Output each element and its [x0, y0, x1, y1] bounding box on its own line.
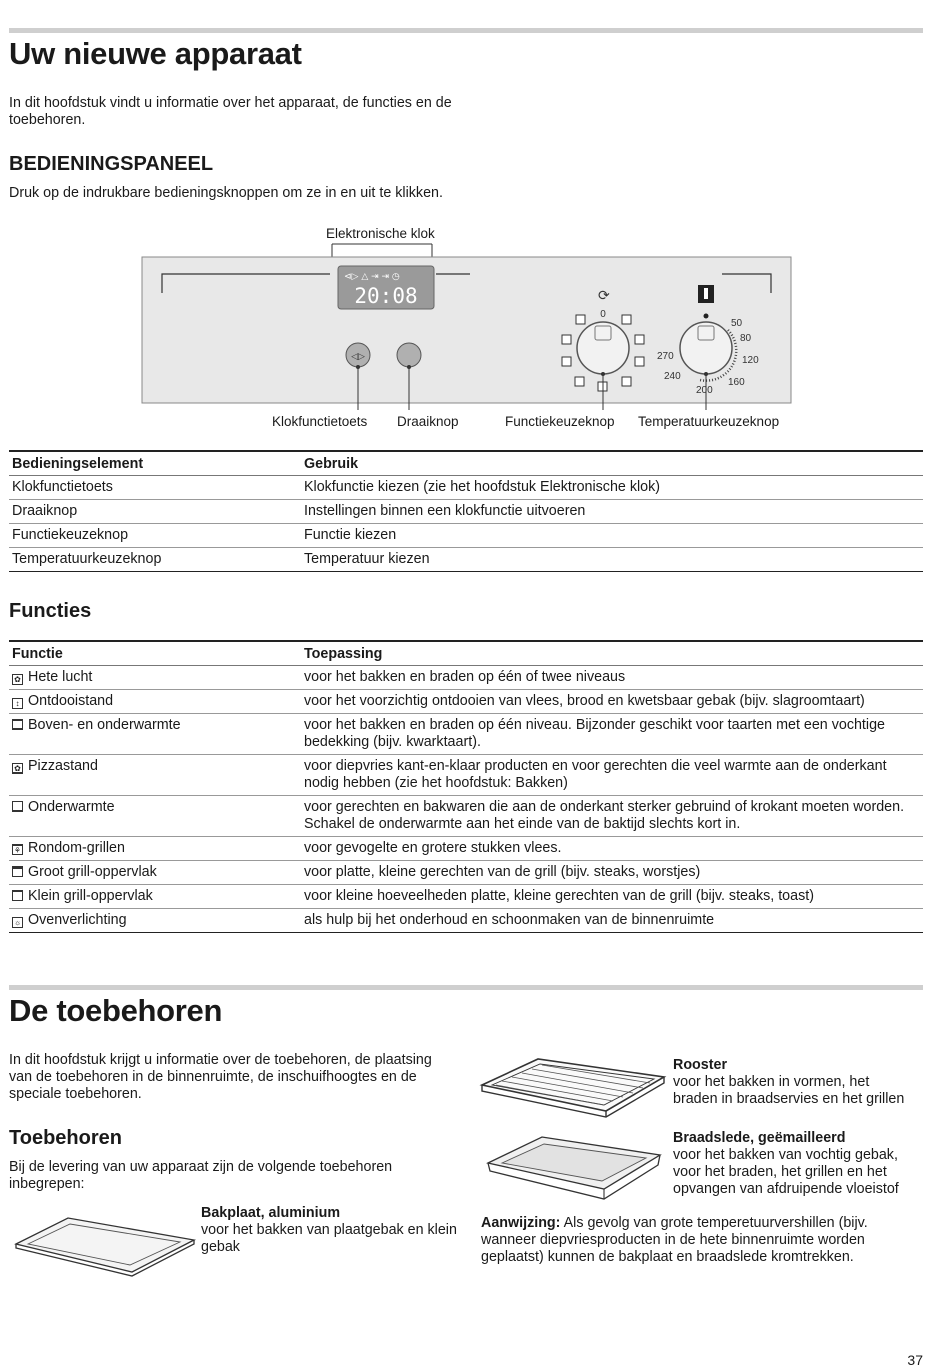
control-name: Klokfunctietoets [9, 476, 301, 500]
table-row [9, 690, 923, 714]
section-intro: In dit hoofdstuk krijgt u informatie over de toebehoren, de plaatsing van de toebehoren in de binnenruimte, de inschuifhoogtes en de speciale toebehoren. [9, 1052, 432, 1102]
function-use: voor kleine hoeveelheden platte, kleine gerechten van de grill (bijv. steaks, toast) [301, 885, 923, 909]
svg-text:50: 50 [731, 318, 743, 329]
function-use: voor het voorzichtig ontdooien van vlees, brood en kwetsbaar gebak (bijv. slagroomtaart) [301, 690, 923, 714]
svg-text:◁▷: ◁▷ [351, 352, 365, 362]
hot-air-icon: ✿ [12, 674, 23, 685]
table-row [9, 714, 923, 755]
pizza-icon: ✿ [12, 763, 23, 774]
rack-image [478, 1055, 668, 1130]
table-row [9, 755, 923, 796]
timer-icon: ⟳ [598, 288, 610, 304]
function-use: voor gevogelte en grotere stukken vlees. [301, 837, 923, 861]
callout-rotary-knob: Draaiknop [397, 414, 459, 429]
note-text: Als gevolg van grote temperetuurvershillen (bijv. wanneer diepvriesproducten in de hete binnenruimte worden geplaatst) kunnen de bakplaat en braadslede kromtrekken. [481, 1215, 868, 1265]
rotary-knob[interactable] [397, 343, 421, 367]
bottom-heat-icon [12, 801, 23, 812]
dial-zero-mark: 0 [600, 309, 606, 320]
section-title: De toebehoren [9, 993, 223, 1028]
table-row [9, 909, 923, 933]
function-name: Onderwarmte [28, 799, 115, 815]
page-number: 37 [907, 1352, 923, 1368]
control-name: Functiekeuzeknop [9, 524, 301, 548]
accessory-text: voor het bakken van vochtig gebak, voor het braden, het grillen en het opvangen van afdruipende vloeistof [673, 1147, 899, 1197]
accessories-heading: Toebehoren [9, 1127, 122, 1149]
table-row [9, 666, 923, 690]
function-name: Klein grill-oppervlak [28, 888, 153, 904]
display-time: 20:08 [354, 284, 418, 308]
table-row [9, 796, 923, 837]
control-use: Klokfunctie kiezen (zie het hoofdstuk Elektronische klok) [301, 476, 923, 500]
function-name: Groot grill-oppervlak [28, 864, 157, 880]
accessory-text: voor het bakken in vormen, het braden in braadservies en het grillen [673, 1074, 905, 1107]
baking-tray-image [10, 1210, 200, 1280]
column-header: Bedieningselement [9, 451, 301, 476]
control-name: Draaiknop [9, 500, 301, 524]
clock-display [338, 266, 434, 309]
function-name: Ovenverlichting [28, 912, 127, 928]
accessories-intro: Bij de levering van uw apparaat zijn de volgende toebehoren inbegrepen: [9, 1159, 393, 1192]
accessory-text: voor het bakken van plaatgebak en klein gebak [201, 1222, 457, 1255]
function-name: Hete lucht [28, 669, 93, 685]
defrost-icon: ↕ [12, 698, 23, 709]
table-row [9, 500, 923, 524]
svg-text:⊲▷ △ ⇥ ⇥ ◷: ⊲▷ △ ⇥ ⇥ ◷ [344, 272, 400, 282]
large-grill-icon [12, 866, 23, 877]
control-use: Instellingen binnen een klokfunctie uitvoeren [301, 500, 923, 524]
svg-text:270: 270 [657, 351, 674, 362]
panel-intro: Druk op de indrukbare bedieningsknoppen om ze in en uit te klikken. [9, 185, 443, 201]
accessory-title: Bakplaat, aluminium [201, 1205, 341, 1221]
function-use: als hulp bij het onderhoud en schoonmaken van de binnenruimte [301, 909, 923, 933]
svg-text:240: 240 [664, 371, 681, 382]
svg-text:80: 80 [740, 333, 752, 344]
roasting-pan-image [484, 1133, 664, 1205]
table-row [9, 861, 923, 885]
svg-text:200: 200 [696, 385, 713, 396]
function-name: Ontdooistand [28, 693, 114, 709]
clock-callout: Elektronische klok [326, 226, 435, 241]
note-label: Aanwijzing: [481, 1215, 561, 1231]
svg-text:120: 120 [742, 355, 759, 366]
control-use: Functie kiezen [301, 524, 923, 548]
page-title: Uw nieuwe apparaat [9, 36, 302, 71]
function-use: voor platte, kleine gerechten van de grill (bijv. steaks, worstjes) [301, 861, 923, 885]
section-divider [9, 28, 923, 33]
small-grill-icon [12, 890, 23, 901]
accessory-title: Braadslede, geëmailleerd [673, 1130, 846, 1146]
top-bottom-heat-icon [12, 719, 23, 730]
section-divider [9, 985, 923, 990]
callout-temperature-dial: Temperatuurkeuzeknop [638, 414, 780, 429]
callout-clock-function-button: Klokfunctietoets [272, 414, 368, 429]
table-row [9, 548, 923, 572]
column-header: Functie [9, 641, 301, 666]
controls-table [9, 450, 923, 572]
functions-table [9, 640, 923, 933]
section-intro: In dit hoofdstuk vindt u informatie over het apparaat, de functies en de toebehoren. [9, 95, 452, 128]
function-use: voor gerechten en bakwaren die aan de onderkant sterker gebruind of krokant moeten worden. Schakel de onderwarmte aan het einde van de baktijd slechts kort in. [301, 796, 923, 837]
function-use: voor het bakken en braden op één of twee niveaus [301, 666, 923, 690]
oven-light-icon: ☼ [13, 918, 22, 927]
function-name: Rondom-grillen [28, 840, 125, 856]
accessory-title: Rooster [673, 1057, 728, 1073]
circulating-grill-icon: ⚘ [13, 846, 22, 855]
table-row [9, 885, 923, 909]
callout-function-dial: Functiekeuzeknop [505, 414, 615, 429]
control-use: Temperatuur kiezen [301, 548, 923, 572]
svg-text:160: 160 [728, 377, 745, 388]
table-row [9, 524, 923, 548]
note [481, 1215, 921, 1266]
function-use: voor het bakken en braden op één niveau. Bijzonder geschikt voor taarten met een vochtige bedekking (bijv. kwarktaart). [301, 714, 923, 755]
control-name: Temperatuurkeuzeknop [9, 548, 301, 572]
control-panel-diagram [130, 240, 810, 410]
table-row [9, 476, 923, 500]
column-header: Gebruik [301, 451, 923, 476]
functions-heading: Functies [9, 600, 92, 622]
panel-heading: BEDIENINGSPANEEL [9, 153, 214, 175]
function-name: Pizzastand [28, 758, 98, 774]
column-header: Toepassing [301, 641, 923, 666]
function-name: Boven- en onderwarmte [28, 717, 181, 733]
function-use: voor diepvries kant-en-klaar producten en voor gerechten die veel warmte aan de onderkant nodig hebben (zie het hoofdstuk: Bakken) [301, 755, 923, 796]
clock-function-button[interactable] [346, 343, 370, 367]
table-row [9, 837, 923, 861]
